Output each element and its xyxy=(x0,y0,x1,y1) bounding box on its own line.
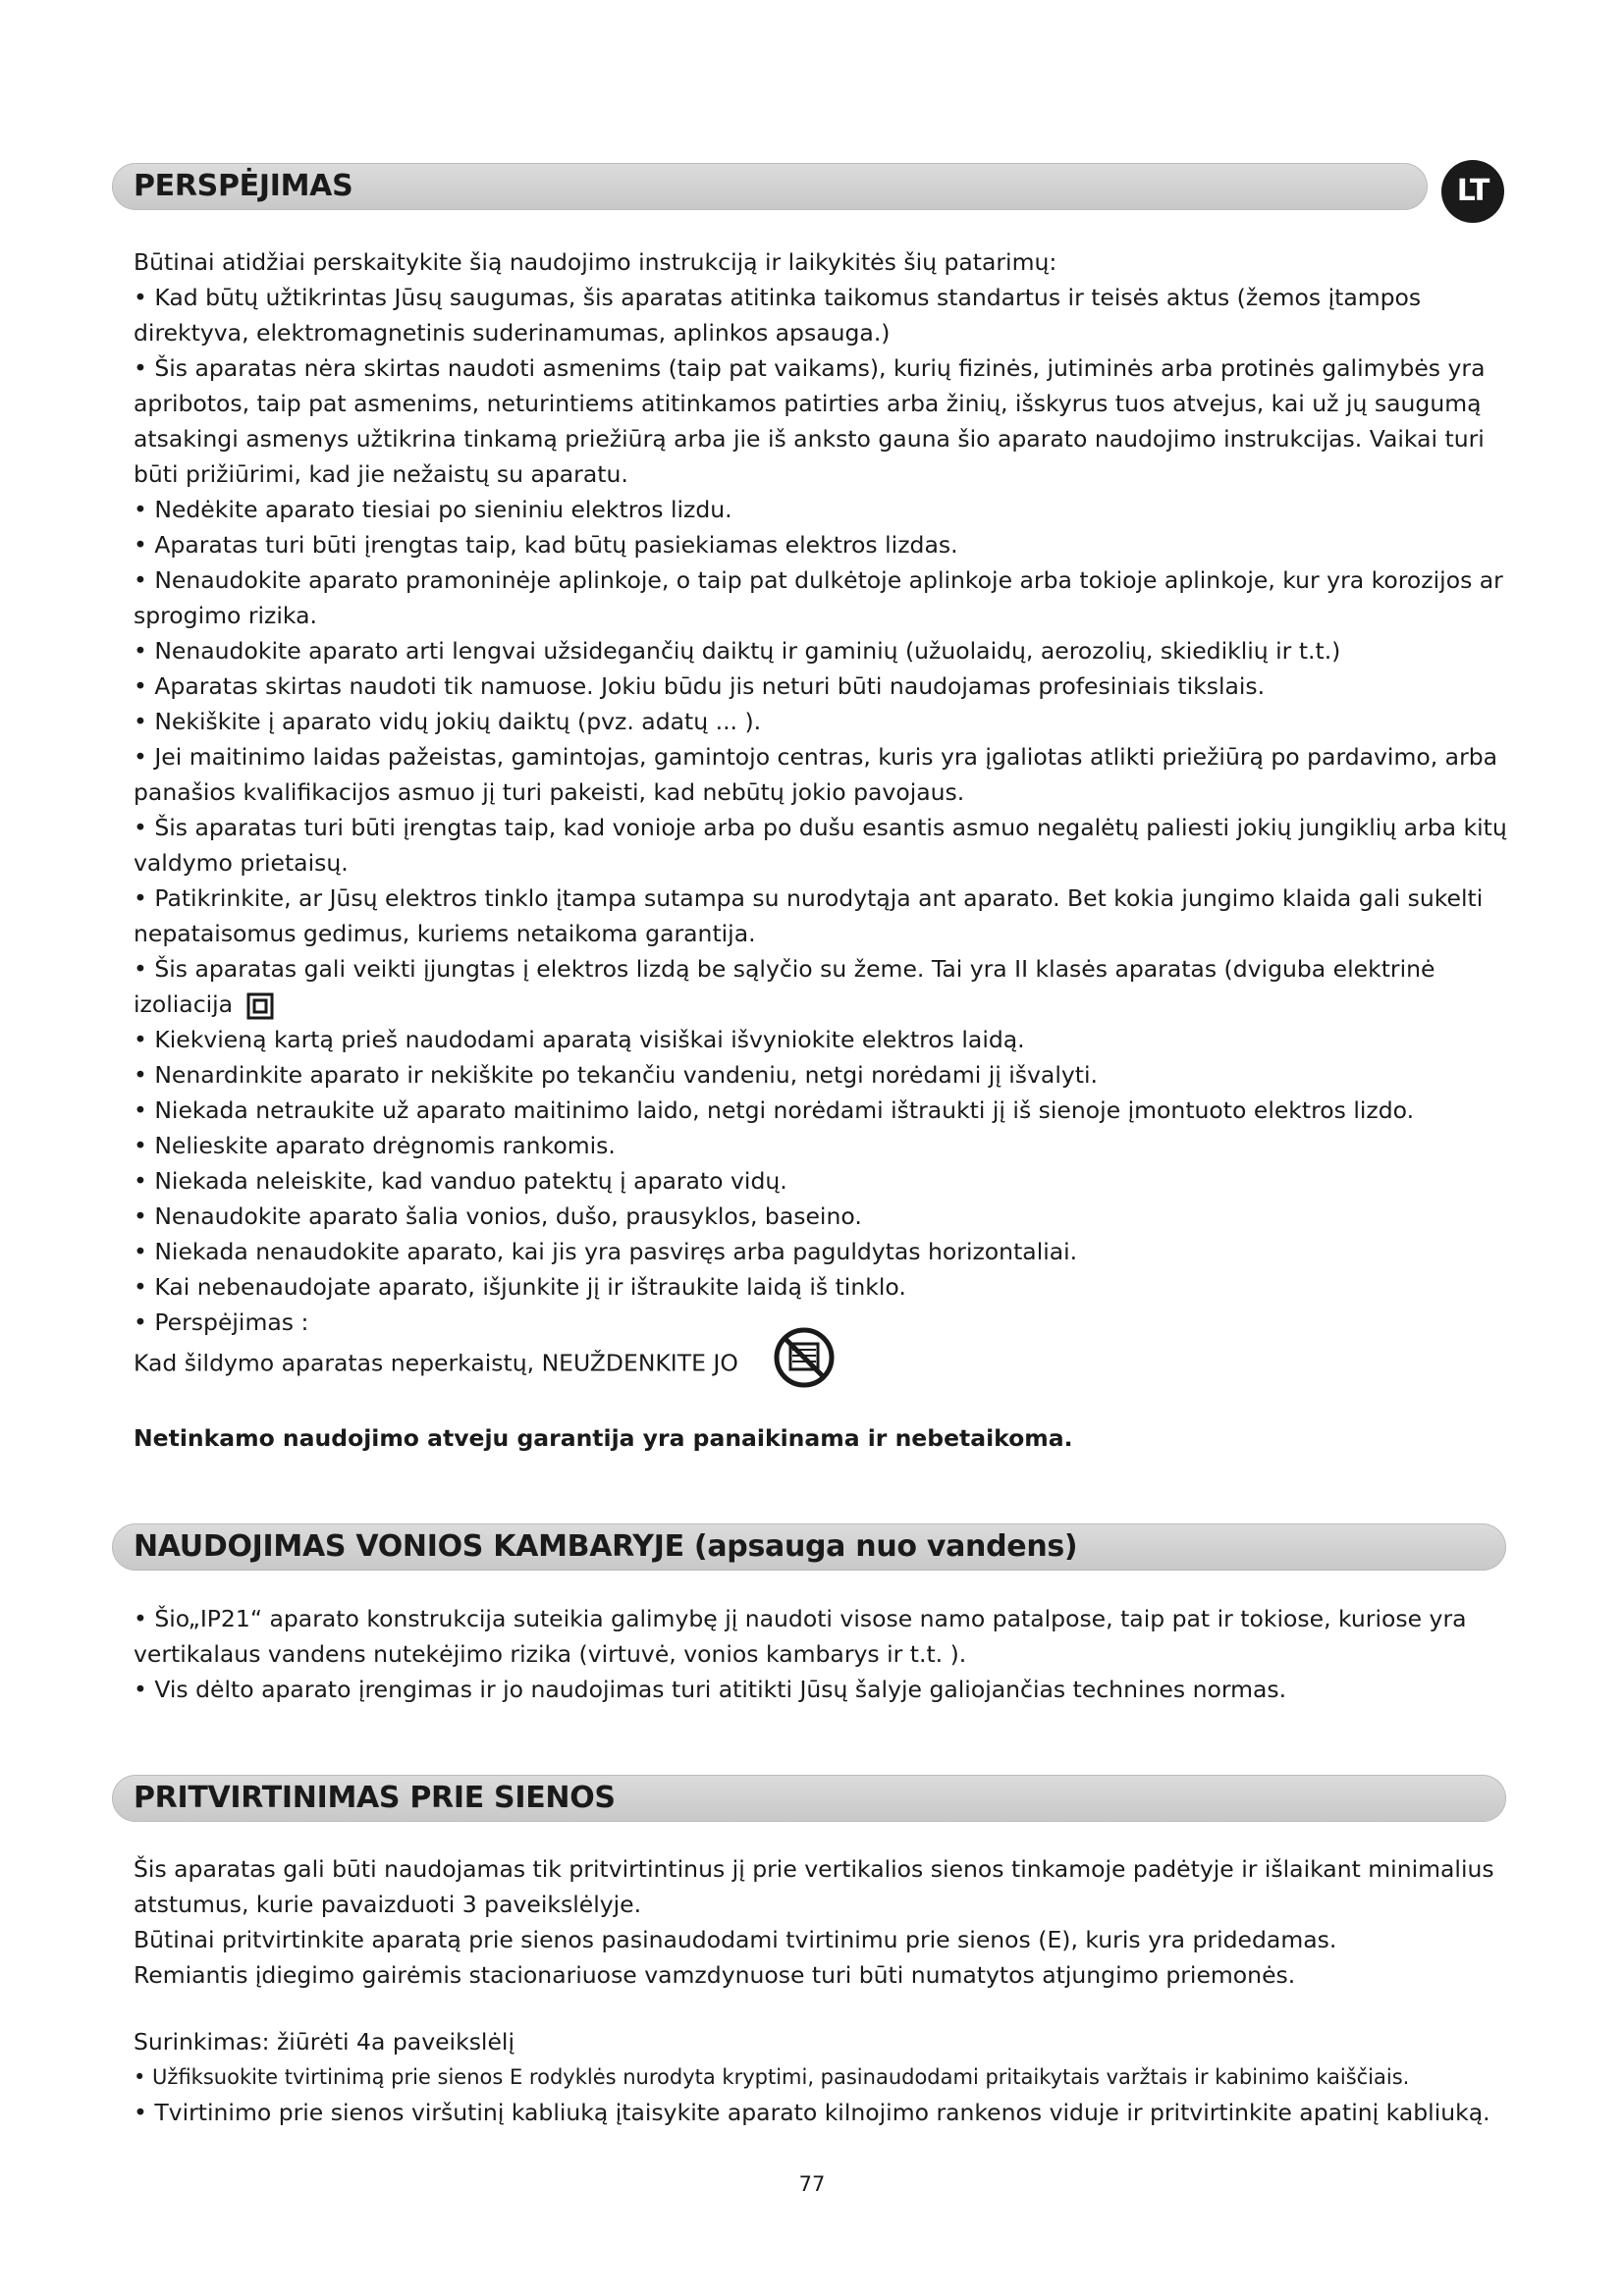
warning-item-4: • Nenaudokite aparato pramoninėje aplinkoje, o taip pat dulkėtoje aplinkoje arba tokioje aplinkoje, kur yra korozijos ar sprogimo rizika. xyxy=(134,566,1503,629)
warning-item-after-0: • Kiekvieną kartą prieš naudodami aparatą visiškai išvyniokite elektros laidą. xyxy=(134,1026,1025,1053)
double-insulation-icon xyxy=(246,992,274,1020)
assembly-heading: Surinkimas: žiūrėti 4a paveikslėlį xyxy=(134,2028,514,2056)
page-number: 77 xyxy=(798,2172,826,2196)
warning-item-2: • Nedėkite aparato tiesiai po sieniniu elektros lizdu. xyxy=(134,496,732,523)
bathroom-text-block xyxy=(134,1601,1508,1707)
warning-text-block xyxy=(134,244,1508,1456)
do-not-cover-icon xyxy=(773,1326,836,1389)
assembly-item-0: • Užfiksuokite tvirtinimą prie sienos E rodyklės nurodyta kryptimi, pasinaudodami pritaikytais varžtais ir kabinimo kaiščiais. xyxy=(134,2065,1410,2089)
section-title-warning: PERSPĖJIMAS xyxy=(134,169,353,203)
warning-item-after-3: • Nelieskite aparato drėgnomis rankomis. xyxy=(134,1132,616,1159)
warning-intro: Būtinai atidžiai perskaitykite šią naudojimo instrukciją ir laikykitės šių patarimų: xyxy=(134,248,1057,276)
wall-paragraph-1: Būtinai pritvirtinkite aparatą prie sienos pasinaudodami tvirtinimu prie sienos (E), kuris yra pridedamas. xyxy=(134,1926,1337,1953)
section-header-warning xyxy=(112,163,1428,210)
warning-item-after-5: • Nenaudokite aparato šalia vonios, dušo, prausyklos, baseino. xyxy=(134,1202,862,1230)
bathroom-item-0: • Šio„IP21“ aparato konstrukcija suteikia galimybę jį naudoti visose namo patalpose, taip pat ir tokiose, kuriose yra vertikalaus vandens nutekėjimo rizika (virtuvė, vonios kambarys ir t.t. ). xyxy=(134,1605,1467,1668)
section-header-bathroom xyxy=(112,1523,1506,1571)
cover-warning-text: Kad šildymo aparatas neperkaistų, NEUŽDENKITE JO xyxy=(134,1349,738,1377)
warning-item-10: • Patikrinkite, ar Jūsų elektros tinklo įtampa sutampa su nurodytąja ant aparato. Bet kokia jungimo klaida gali sukelti nepataisomus gedimus, kuriems netaikoma garantija. xyxy=(134,884,1484,947)
class2-text: • Šis aparatas gali veikti įjungtas į elektros lizdą be sąlyčio su žeme. Tai yra II klasės aparatas (dviguba elektrinė izoliacija xyxy=(134,955,1435,1018)
warning-item-0: • Kad būtų užtikrintas Jūsų saugumas, šis aparatas atitinka taikomus standartus ir teisės aktus (žemos įtampos direktyva, elektromagnetinis suderinamumas, aplinkos apsauga.) xyxy=(134,284,1422,347)
bathroom-item-1: • Vis dėlto aparato įrengimas ir jo naudojimas turi atitikti Jūsų šalyje galiojančias technines normas. xyxy=(134,1676,1287,1703)
cover-warning-line xyxy=(134,1340,1508,1389)
warning-item-7: • Nekiškite į aparato vidų jokių daiktų (pvz. adatų ... ). xyxy=(134,708,762,735)
section-title-wall: PRITVIRTINIMAS PRIE SIENOS xyxy=(134,1781,616,1815)
warning-item-8: • Jei maitinimo laidas pažeistas, gamintojas, gamintojo centras, kuris yra įgaliotas atlikti priežiūrą po pardavimo, arba panašios kvalifikacijos asmuo jį turi pakeisti, kad nebūtų jokio pavojaus. xyxy=(134,743,1498,806)
warning-item-after-7: • Kai nebenaudojate aparato, išjunkite jį ir ištraukite laidą iš tinklo. xyxy=(134,1273,906,1301)
language-badge: LT xyxy=(1441,160,1504,223)
warning-item-after-6: • Niekada nenaudokite aparato, kai jis yra pasviręs arba paguldytas horizontaliai. xyxy=(134,1238,1078,1265)
warning-item-9: • Šis aparatas turi būti įrengtas taip, kad vonioje arba po dušu esantis asmuo negalėtų paliesti jokių jungiklių arba kitų valdymo prietaisų. xyxy=(134,814,1507,877)
warranty-note: Netinkamo naudojimo atveju garantija yra panaikinama ir nebetaikoma. xyxy=(134,1424,1073,1452)
warning-item-after-8: • Perspėjimas : xyxy=(134,1308,309,1336)
warning-item-1: • Šis aparatas nėra skirtas naudoti asmenims (taip pat vaikams), kurių fizinės, jutiminės arba protinės galimybės yra apribotos, taip pat asmenims, neturintiems atitinkamos patirties arba žinių, išskyrus tuos atvejus, kai už jų saugumą atsakingi asmenys užtikrina tinkamą priežiūrą arba jie iš anksto gauna šio aparato naudojimo instrukcijas. Vaikai turi būti prižiūrimi, kad jie nežaistų su aparatu. xyxy=(134,354,1486,488)
warning-item-after-4: • Niekada neleiskite, kad vanduo patektų į aparato vidų. xyxy=(134,1167,787,1195)
section-title-bathroom: NAUDOJIMAS VONIOS KAMBARYJE (apsauga nuo vandens) xyxy=(134,1529,1078,1564)
assembly-item-1: • Tvirtinimo prie sienos viršutinį kabliuką įtaisykite aparato kilnojimo rankenos viduje ir pritvirtinkite apatinį kabliuką. xyxy=(134,2099,1490,2126)
warning-item-after-2: • Niekada netraukite už aparato maitinimo laido, netgi norėdami ištraukti jį iš sienoje įmontuoto elektros lizdo. xyxy=(134,1096,1415,1124)
wall-paragraph-2: Remiantis įdiegimo gairėmis stacionariuose vamzdynuose turi būti numatytos atjungimo priemonės. xyxy=(134,1961,1296,1989)
wall-paragraph-0: Šis aparatas gali būti naudojamas tik pritvirtintinus jį prie vertikalios sienos tinkamoje padėtyje ir išlaikant minimalius atstumus, kurie pavaizduoti 3 paveikslėlyje. xyxy=(134,1855,1494,1918)
warning-item-class2 xyxy=(134,951,1508,1022)
warning-item-3: • Aparatas turi būti įrengtas taip, kad būtų pasiekiamas elektros lizdas. xyxy=(134,531,958,559)
warning-item-6: • Aparatas skirtas naudoti tik namuose. Jokiu būdu jis neturi būti naudojamas profesiniais tikslais. xyxy=(134,672,1266,700)
section-header-wall xyxy=(112,1775,1506,1822)
warning-item-after-1: • Nenardinkite aparato ir nekiškite po tekančiu vandeniu, netgi norėdami jį išvalyti. xyxy=(134,1061,1098,1089)
wall-text-block xyxy=(134,1851,1508,2130)
warning-item-5: • Nenaudokite aparato arti lengvai užsidegančių daiktų ir gaminių (užuolaidų, aerozolių, skiediklių ir t.t.) xyxy=(134,637,1341,665)
